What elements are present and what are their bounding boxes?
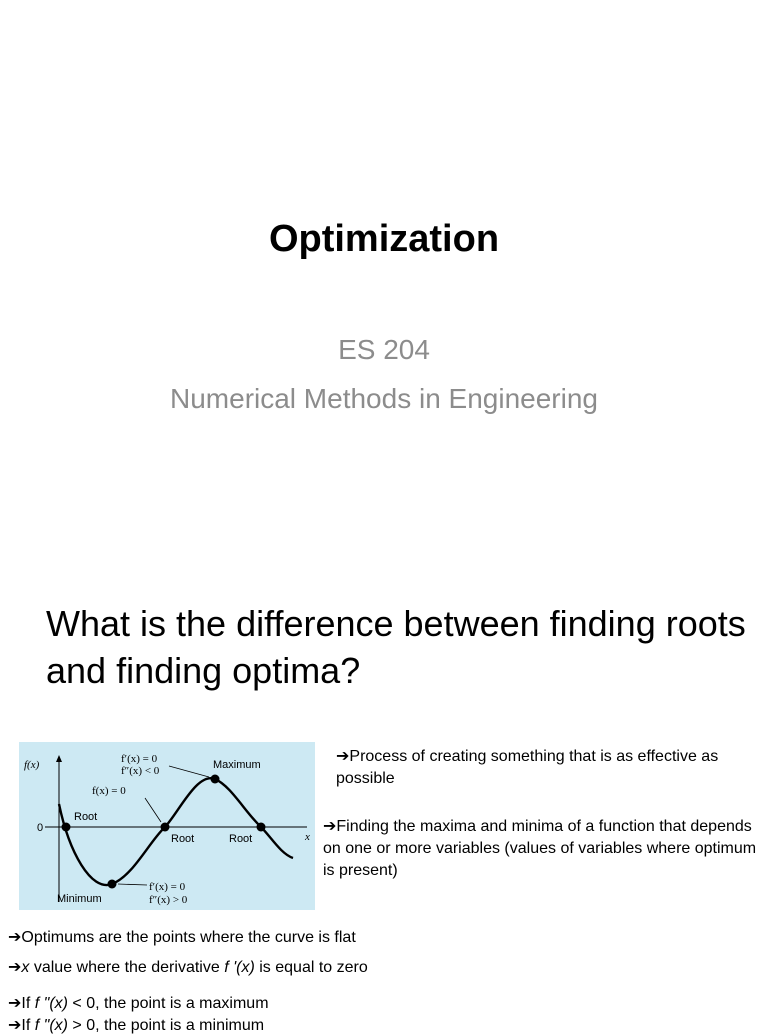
annot-root: f(x) = 0 [92,785,126,797]
bullet-italic-fprime: f '(x) [224,959,255,976]
maximum-label: Maximum [213,759,261,771]
definition-paragraph-1 [336,746,764,790]
annot-min-1: f′(x) = 0 [149,881,186,893]
definition-text-1: Process of creating something that is as effective as possible [336,748,719,787]
minimum-label: Minimum [57,893,102,905]
root-point-2 [161,823,170,832]
minimum-point [108,880,117,889]
bullet-maximum-condition [8,994,269,1014]
bullet-text: is equal to zero [254,959,368,976]
x-axis-label: x [305,831,310,843]
bullet-text: If [21,1017,35,1034]
course-code: ES 204 [338,334,430,365]
maximum-point [211,775,220,784]
question-heading: What is the difference between finding roots and finding optima? [46,603,746,691]
arrow-icon: ➔ [8,929,22,946]
bullet-text: Optimums are the points where the curve is flat [21,929,356,946]
annot-max-2: f″(x) < 0 [121,765,160,777]
min-pointer [118,884,147,885]
y-axis-label: f(x) [24,759,40,771]
root-pointer [145,798,161,822]
function-plot [19,742,315,910]
function-diagram [19,742,315,910]
arrow-icon: ➔ [8,959,22,976]
root-label-3: Root [229,833,253,845]
root-label-2: Root [171,833,195,845]
arrow-icon: ➔ [323,818,337,835]
bullet-derivative-zero [8,958,368,978]
root-point-3 [257,823,266,832]
bullet-text: > 0, the point is a minimum [67,1017,265,1034]
bullet-text: value where the derivative [29,959,225,976]
bullet-minimum-condition [8,1016,264,1036]
y-axis-arrow [56,755,62,762]
annot-min-2: f″(x) > 0 [149,894,188,906]
bullet-italic-fdouble: f "(x) [34,995,68,1012]
definition-text-2: Finding the maxima and minima of a function that depends on one or more variables (values of variables where optimum is present) [323,818,757,879]
arrow-icon: ➔ [336,748,350,765]
root-label-1: Root [74,811,98,823]
zero-label: 0 [37,822,44,834]
bullet-text: < 0, the point is a maximum [67,995,269,1012]
arrow-icon: ➔ [8,1017,22,1034]
root-point-1 [62,823,71,832]
bullet-flat-curve [8,928,356,948]
bullet-text: If [21,995,35,1012]
bullet-italic-fdouble: f "(x) [34,1017,68,1034]
max-pointer [169,766,209,777]
slide-title: Optimization [268,218,500,260]
definition-paragraph-2 [323,816,763,882]
bullet-italic-x: x [21,959,30,976]
annot-max-1: f′(x) = 0 [121,753,158,765]
arrow-icon: ➔ [8,995,22,1012]
course-name: Numerical Methods in Engineering [170,383,598,414]
